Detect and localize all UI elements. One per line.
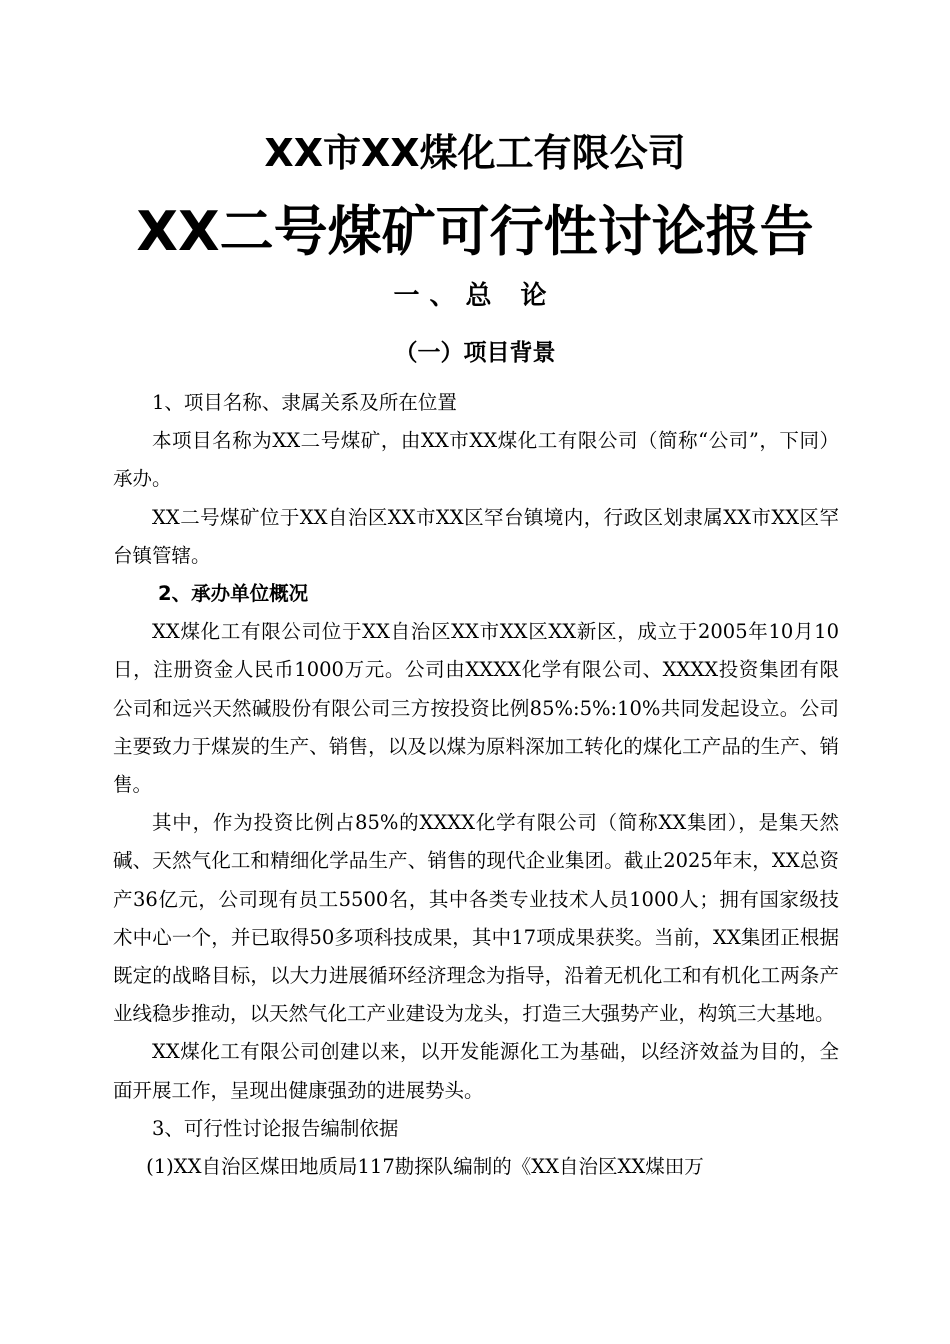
paragraph: XX二号煤矿位于XX自治区XX市XX区罕台镇境内，行政区划隶属XX市XX区罕台镇管辖。 xyxy=(113,505,839,567)
paragraph: XX煤化工有限公司创建以来，以开发能源化工为基础，以经济效益为目的，全面开展工作，呈现出健康强劲的进展势头。 xyxy=(113,1040,839,1102)
paragraph-item-heading: 3、可行性讨论报告编制依据 xyxy=(152,1116,399,1140)
subsection-heading: （一）项目背景 xyxy=(394,340,556,366)
report-title: XX二号煤矿可行性讨论报告 xyxy=(136,200,814,263)
paragraph: 其中，作为投资比例占85%的XXXX化学有限公司（简称XX集团），是集天然碱、天然气化工和精细化学品生产、销售的现代企业集团。截止2025年末，XX总资产36亿元，公司现有员工5500名，其中各类专业技术人员1000人；拥有国家级技术中心一个，并已取得50多项科技成果，其中17项成果获奖。当前，XX集团正根据既定的战略目标，以大力进展循环经济理念为指导，沿着无机化工和有机化工两条产业线稳步推动，以天然气化工产业建设为龙头，打造三大强势产业，构筑三大基地。 xyxy=(113,811,839,1026)
paragraph: 本项目名称为XX二号煤矿，由XX市XX煤化工有限公司（简称“公司”，下同）承办。 xyxy=(113,429,839,491)
section-heading: 一、总 论 xyxy=(393,281,557,311)
paragraph-bold-heading: 2、承办单位概况 xyxy=(158,582,309,606)
body-text xyxy=(113,384,839,1186)
paragraph-item-heading: 1、项目名称、隶属关系及所在位置 xyxy=(152,391,457,414)
company-title: XX市XX煤化工有限公司 xyxy=(264,131,686,175)
paragraph: (1)XX自治区煤田地质局117勘探队编制的《XX自治区XX煤田万 xyxy=(146,1155,704,1179)
paragraph: XX煤化工有限公司位于XX自治区XX市XX区XX新区，成立于2005年10月10日，注册资金人民币1000万元。公司由XXXX化学有限公司、XXXX投资集团有限公司和远兴天然碱股份有限公司三方按投资比例85%:5%:10%共同发起设立。公司主要致力于煤炭的生产、销售，以及以煤为原料深加工转化的煤化工产品的生产、销售。 xyxy=(113,620,839,797)
